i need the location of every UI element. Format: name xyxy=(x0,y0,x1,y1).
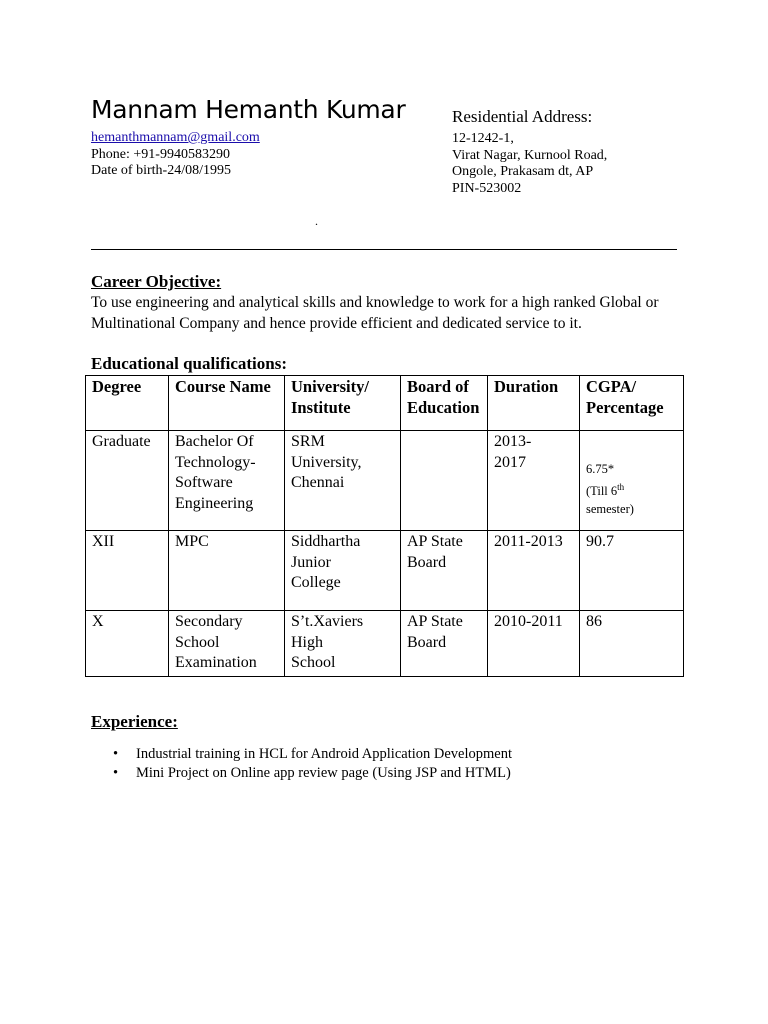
candidate-name: Mannam Hemanth Kumar xyxy=(91,95,406,124)
cell-line: S’t.Xaviers xyxy=(291,613,364,630)
cell-line: University, xyxy=(291,453,362,471)
cell-degree: Graduate xyxy=(86,431,169,531)
experience-text: Mini Project on Online app review page (Using JSP and HTML) xyxy=(136,764,511,781)
list-item xyxy=(91,745,512,764)
education-table xyxy=(85,375,684,677)
header-board: Board of Education xyxy=(401,376,488,431)
objective-text: To use engineering and analytical skills and knowledge to work for a high ranked Global or Multinational Company and hence provide efficient and dedicated service to it. xyxy=(91,294,659,332)
cell-line: Junior xyxy=(291,553,331,571)
cell-line: Board xyxy=(407,633,447,651)
cell-degree: X xyxy=(86,611,169,677)
cell-line: semester) xyxy=(586,502,634,517)
cell-line: Board xyxy=(407,553,447,571)
cell-line: Chennai xyxy=(291,474,345,491)
experience-text: Industrial training in HCL for Android Application Development xyxy=(136,746,512,762)
header-divider xyxy=(91,249,677,250)
contact-block xyxy=(91,130,260,180)
experience-heading: Experience: xyxy=(91,712,178,731)
address-line: Ongole, Prakasam dt, AP xyxy=(452,164,594,179)
cell-score: 90.7 xyxy=(580,531,684,611)
cell-institute xyxy=(285,531,401,611)
cell-duration: 2010-2011 xyxy=(488,611,580,677)
table-row xyxy=(86,531,684,611)
cell-line: Siddhartha xyxy=(291,533,361,550)
address-title: Residential Address: xyxy=(452,107,593,126)
header-degree: Degree xyxy=(86,376,169,431)
header-score: CGPA/ Percentage xyxy=(580,376,684,431)
bullet-icon: • xyxy=(113,764,119,781)
cell-line: School xyxy=(175,633,220,651)
cell-score xyxy=(580,431,684,531)
phone-text: Phone: +91-9940583290 xyxy=(91,146,230,162)
cell-board xyxy=(401,611,488,677)
header-institute: University/ Institute xyxy=(285,376,401,431)
cell-line: School xyxy=(291,654,336,671)
cell-degree: XII xyxy=(86,531,169,611)
cell-board xyxy=(401,531,488,611)
cell-line: Software xyxy=(175,474,233,491)
cell-line: College xyxy=(291,574,341,591)
cell-institute xyxy=(285,431,401,531)
cell-line xyxy=(586,478,679,500)
address-line: PIN-523002 xyxy=(452,180,522,196)
cell-duration xyxy=(488,431,580,531)
cell-line: 2013- xyxy=(494,433,532,450)
cell-line: 2017 xyxy=(494,453,526,471)
cell-line: Technology- xyxy=(175,453,256,471)
table-header-row xyxy=(86,376,684,431)
dob-text: Date of birth-24/08/1995 xyxy=(91,163,231,178)
cell-course xyxy=(169,431,285,531)
objective-heading: Career Objective: xyxy=(91,272,222,291)
header-course: Course Name xyxy=(169,376,285,431)
cell-institute xyxy=(285,611,401,677)
cell-course xyxy=(169,611,285,677)
experience-list xyxy=(91,745,512,782)
cell-board xyxy=(401,431,488,531)
score-note: (Till 6 xyxy=(586,484,618,499)
table-row xyxy=(86,611,684,677)
cell-line: AP State xyxy=(407,613,463,630)
stray-dot: . xyxy=(315,214,318,228)
cell-course: MPC xyxy=(169,531,285,611)
cell-line: SRM xyxy=(291,433,325,450)
header-duration: Duration xyxy=(488,376,580,431)
cell-line: AP State xyxy=(407,533,463,550)
cell-line: Bachelor Of xyxy=(175,433,254,450)
cell-line: Secondary xyxy=(175,613,243,630)
cell-line: 6.75* xyxy=(586,462,615,476)
address-line: Virat Nagar, Kurnool Road, xyxy=(452,147,608,163)
ordinal-suffix: th xyxy=(617,482,625,492)
list-item xyxy=(91,764,512,783)
cell-line: Examination xyxy=(175,654,257,671)
cell-score: 86 xyxy=(580,611,684,677)
bullet-icon: • xyxy=(113,746,119,762)
education-heading: Educational qualifications: xyxy=(91,354,288,373)
table-row xyxy=(86,431,684,531)
cell-line: High xyxy=(291,633,323,651)
email-link[interactable]: hemanthmannam@gmail.com xyxy=(91,130,260,145)
address-block xyxy=(452,131,607,197)
cell-line: Engineering xyxy=(175,494,254,512)
cell-duration: 2011-2013 xyxy=(488,531,580,611)
address-line: 12-1242-1, xyxy=(452,131,514,146)
